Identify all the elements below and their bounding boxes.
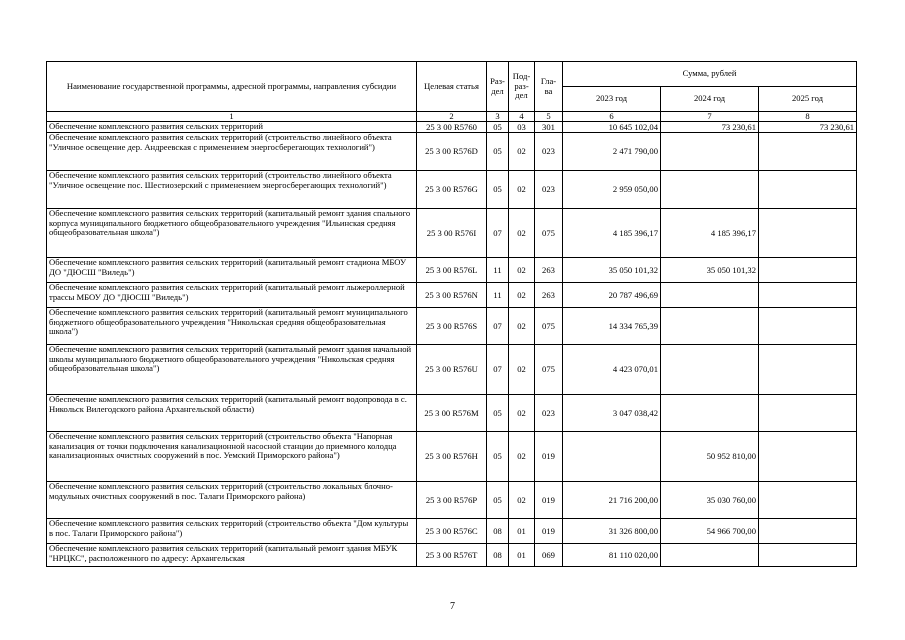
sum-2023: 14 334 765,39 [563, 308, 661, 345]
section: 07 [487, 345, 509, 395]
header-name: Наименование государственной программы, адресной программы, направления субсидии [47, 62, 417, 112]
sum-2023 [563, 432, 661, 482]
section: 08 [487, 544, 509, 567]
sum-2025 [759, 133, 857, 171]
sum-2023: 2 471 790,00 [563, 133, 661, 171]
target-article: 25 3 00 R576T [417, 544, 487, 567]
sum-2024 [661, 283, 759, 308]
column-number: 1 [47, 112, 417, 122]
section: 11 [487, 258, 509, 283]
row-name: Обеспечение комплексного развития сельских территорий (капитальный ремонт лыжероллерной трассы МБОУ ДО "ДЮСШ "Виледь") [47, 283, 417, 308]
table-row [47, 122, 857, 133]
sum-2023: 81 110 020,00 [563, 544, 661, 567]
section: 07 [487, 209, 509, 258]
column-number: 4 [509, 112, 535, 122]
sum-2024: 73 230,61 [661, 122, 759, 133]
target-article: 25 3 00 R576C [417, 519, 487, 544]
sum-2025 [759, 209, 857, 258]
row-name: Обеспечение комплексного развития сельских территорий (строительство локальных блочно-модульных очистных сооружений в пос. Талаги Приморского района) [47, 482, 417, 519]
sum-2023: 31 326 800,00 [563, 519, 661, 544]
header-year-2025: 2025 год [759, 87, 857, 112]
sum-2025 [759, 432, 857, 482]
row-name: Обеспечение комплексного развития сельских территорий (капитальный ремонт водопровода в с. Никольск Вилегодского района Архангельской области) [47, 395, 417, 432]
subsection: 02 [509, 283, 535, 308]
column-number: 7 [661, 112, 759, 122]
target-article: 25 3 00 R576D [417, 133, 487, 171]
target-article: 25 3 00 R576S [417, 308, 487, 345]
target-article: 25 3 00 R576N [417, 283, 487, 308]
column-number: 5 [535, 112, 563, 122]
sum-2024 [661, 133, 759, 171]
sum-2023: 20 787 496,69 [563, 283, 661, 308]
subsection: 02 [509, 171, 535, 209]
chapter: 075 [535, 345, 563, 395]
subsection: 02 [509, 432, 535, 482]
chapter: 023 [535, 395, 563, 432]
table-row [47, 544, 857, 567]
header-target-article: Целевая статья [417, 62, 487, 112]
table-row [47, 345, 857, 395]
subsection: 01 [509, 544, 535, 567]
column-number: 8 [759, 112, 857, 122]
sum-2024: 35 030 760,00 [661, 482, 759, 519]
target-article: 25 3 00 R576M [417, 395, 487, 432]
table-row [47, 519, 857, 544]
table-row [47, 133, 857, 171]
target-article: 25 3 00 R576G [417, 171, 487, 209]
section: 05 [487, 122, 509, 133]
subsection: 02 [509, 345, 535, 395]
row-name: Обеспечение комплексного развития сельских территорий (капитальный ремонт здания начальной школы муниципального бюджетного общеобразовательного учреждения "Никольская средняя общеобразовательная школа") [47, 345, 417, 395]
section: 05 [487, 171, 509, 209]
row-name: Обеспечение комплексного развития сельских территорий (строительство линейного объекта "Уличное освещение пос. Шестиозерский с применением энергосберегающих технологий") [47, 171, 417, 209]
chapter: 263 [535, 258, 563, 283]
column-numbers-row [47, 112, 857, 122]
table-row [47, 308, 857, 345]
header-chapter: Гла-ва [535, 62, 563, 112]
section: 11 [487, 283, 509, 308]
sum-2025 [759, 544, 857, 567]
sum-2023: 35 050 101,32 [563, 258, 661, 283]
chapter: 263 [535, 283, 563, 308]
header-year-2024: 2024 год [661, 87, 759, 112]
chapter: 075 [535, 209, 563, 258]
target-article: 25 3 00 R576L [417, 258, 487, 283]
section: 05 [487, 482, 509, 519]
subsection: 02 [509, 258, 535, 283]
subsection: 02 [509, 133, 535, 171]
target-article: 25 3 00 R576U [417, 345, 487, 395]
sum-2024: 35 050 101,32 [661, 258, 759, 283]
subsection: 02 [509, 395, 535, 432]
sum-2024 [661, 544, 759, 567]
header-year-2023: 2023 год [563, 87, 661, 112]
sum-2024: 54 966 700,00 [661, 519, 759, 544]
row-name: Обеспечение комплексного развития сельских территорий [47, 122, 417, 133]
table-row [47, 209, 857, 258]
sum-2023: 4 423 070,01 [563, 345, 661, 395]
table-row [47, 395, 857, 432]
sum-2024 [661, 171, 759, 209]
section: 07 [487, 308, 509, 345]
target-article: 25 3 00 R576H [417, 432, 487, 482]
sum-2025 [759, 395, 857, 432]
target-article: 25 3 00 R576P [417, 482, 487, 519]
row-name: Обеспечение комплексного развития сельских территорий (капитальный ремонт здания спального корпуса муниципального бюджетного общеобразовательного учреждения "Ильинская средняя общеобразовательная школа") [47, 209, 417, 258]
sum-2025 [759, 519, 857, 544]
section: 05 [487, 133, 509, 171]
target-article: 25 3 00 R576I [417, 209, 487, 258]
table-row [47, 171, 857, 209]
column-number: 6 [563, 112, 661, 122]
sum-2025 [759, 482, 857, 519]
chapter: 023 [535, 171, 563, 209]
column-number: 2 [417, 112, 487, 122]
row-name: Обеспечение комплексного развития сельских территорий (капитальный ремонт муниципального бюджетного общеобразовательного учреждения "Никольская средняя общеобразовательная школа") [47, 308, 417, 345]
row-name: Обеспечение комплексного развития сельских территорий (строительство объекта "Напорная канализация от точки подключения канализационной насосной станции до приемного колодца канализационных очистных сооружений в пос. Уемский Приморского района") [47, 432, 417, 482]
sum-2025 [759, 345, 857, 395]
row-name: Обеспечение комплексного развития сельских территорий (капитальный ремонт стадиона МБОУ ДО "ДЮСШ "Виледь") [47, 258, 417, 283]
sum-2024: 4 185 396,17 [661, 209, 759, 258]
table-row [47, 283, 857, 308]
subsection: 02 [509, 308, 535, 345]
chapter: 075 [535, 308, 563, 345]
chapter: 023 [535, 133, 563, 171]
section: 08 [487, 519, 509, 544]
table-row [47, 432, 857, 482]
sum-2024 [661, 308, 759, 345]
chapter: 019 [535, 482, 563, 519]
chapter: 301 [535, 122, 563, 133]
sum-2025 [759, 308, 857, 345]
sum-2023: 21 716 200,00 [563, 482, 661, 519]
column-number: 3 [487, 112, 509, 122]
chapter: 019 [535, 432, 563, 482]
sum-2023: 2 959 050,00 [563, 171, 661, 209]
section: 05 [487, 395, 509, 432]
subsidy-table [46, 61, 857, 567]
sum-2023: 3 047 038,42 [563, 395, 661, 432]
sum-2024: 50 952 810,00 [661, 432, 759, 482]
sum-2024 [661, 345, 759, 395]
chapter: 019 [535, 519, 563, 544]
row-name: Обеспечение комплексного развития сельских территорий (строительство линейного объекта "Уличное освещение дер. Андреевская с применением энергосберегающих технологий") [47, 133, 417, 171]
sum-2024 [661, 395, 759, 432]
table-row [47, 258, 857, 283]
chapter: 069 [535, 544, 563, 567]
sum-2023: 10 645 102,04 [563, 122, 661, 133]
subsection: 02 [509, 482, 535, 519]
subsection: 01 [509, 519, 535, 544]
header-subsection: Под-раз-дел [509, 62, 535, 112]
sum-2025 [759, 258, 857, 283]
page-number: 7 [450, 601, 455, 612]
header-section: Раз-дел [487, 62, 509, 112]
table-row [47, 482, 857, 519]
subsection: 02 [509, 209, 535, 258]
section: 05 [487, 432, 509, 482]
header-sum: Сумма, рублей [563, 62, 857, 87]
row-name: Обеспечение комплексного развития сельских территорий (строительство объекта "Дом культуры в пос. Талаги Приморского района") [47, 519, 417, 544]
sum-2025: 73 230,61 [759, 122, 857, 133]
row-name: Обеспечение комплексного развития сельских территорий (капитальный ремонт здания МБУК "НРЦКС", расположенного по адресу: Архангельская [47, 544, 417, 567]
table-body [47, 122, 857, 567]
target-article: 25 3 00 R5760 [417, 122, 487, 133]
sum-2023: 4 185 396,17 [563, 209, 661, 258]
sum-2025 [759, 171, 857, 209]
subsection: 03 [509, 122, 535, 133]
sum-2025 [759, 283, 857, 308]
